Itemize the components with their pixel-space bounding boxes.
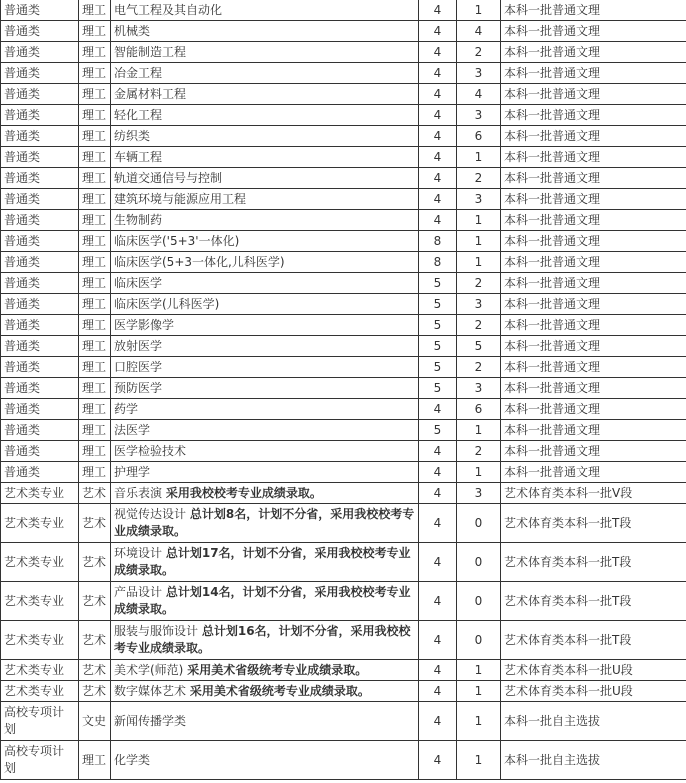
cell-admission-batch: 本科一批普通文理 [501,357,686,378]
cell-admission-batch: 本科一批普通文理 [501,462,686,483]
cell-subject-category: 理工 [79,315,111,336]
cell-enrollment-type: 普通类 [1,168,79,189]
table-row [1,582,686,621]
cell-plan-count: 3 [457,378,501,399]
major-name: 冶金工程 [114,65,163,80]
major-name: 轻化工程 [114,107,163,122]
cell-plan-count: 1 [457,252,501,273]
cell-major [111,504,419,543]
cell-admission-batch: 本科一批普通文理 [501,126,686,147]
cell-admission-batch: 本科一批普通文理 [501,0,686,21]
cell-enrollment-type: 普通类 [1,63,79,84]
cell-plan-count: 1 [457,147,501,168]
cell-plan-count: 4 [457,84,501,105]
cell-major [111,42,419,63]
table-row [1,441,686,462]
cell-plan-count: 2 [457,42,501,63]
major-name: 化学类 [114,752,151,767]
admission-note: 采用我校校考专业成绩录取。 [165,485,322,500]
table-row [1,357,686,378]
cell-enrollment-type: 普通类 [1,357,79,378]
cell-study-years: 4 [419,399,457,420]
major-name: 生物制药 [114,212,163,227]
cell-plan-count: 3 [457,63,501,84]
cell-enrollment-type: 普通类 [1,399,79,420]
table-row [1,294,686,315]
cell-subject-category: 理工 [79,21,111,42]
table-row [1,147,686,168]
admission-note: 总计划8名，计划不分省，采用我校校考专业成绩录取。 [114,507,415,538]
cell-plan-count: 2 [457,273,501,294]
cell-admission-batch: 艺术体育类本科一批U段 [501,660,686,681]
cell-admission-batch: 本科一批普通文理 [501,147,686,168]
cell-subject-category: 理工 [79,231,111,252]
cell-enrollment-type: 普通类 [1,189,79,210]
cell-study-years: 4 [419,741,457,780]
cell-study-years: 5 [419,294,457,315]
cell-plan-count: 2 [457,315,501,336]
cell-admission-batch: 本科一批普通文理 [501,399,686,420]
table-row [1,315,686,336]
cell-subject-category: 理工 [79,273,111,294]
cell-enrollment-type: 普通类 [1,147,79,168]
cell-subject-category: 文史 [79,702,111,741]
cell-plan-count: 1 [457,462,501,483]
cell-plan-count: 2 [457,168,501,189]
cell-major [111,315,419,336]
major-name: 临床医学 [114,275,163,290]
cell-major [111,336,419,357]
cell-subject-category: 理工 [79,462,111,483]
major-name: 放射医学 [114,338,163,353]
cell-plan-count: 1 [457,660,501,681]
cell-subject-category: 理工 [79,126,111,147]
table-row [1,420,686,441]
cell-plan-count: 2 [457,357,501,378]
cell-major [111,147,419,168]
cell-study-years: 4 [419,42,457,63]
cell-study-years: 4 [419,189,457,210]
cell-subject-category: 艺术 [79,543,111,582]
cell-subject-category: 理工 [79,294,111,315]
cell-study-years: 4 [419,168,457,189]
cell-admission-batch: 本科一批普通文理 [501,168,686,189]
cell-plan-count: 1 [457,741,501,780]
cell-admission-batch: 艺术体育类本科一批U段 [501,681,686,702]
cell-admission-batch: 本科一批普通文理 [501,315,686,336]
cell-plan-count: 0 [457,582,501,621]
cell-enrollment-type: 普通类 [1,210,79,231]
cell-major [111,210,419,231]
cell-study-years: 4 [419,210,457,231]
cell-plan-count: 4 [457,21,501,42]
cell-plan-count: 1 [457,0,501,21]
cell-major [111,702,419,741]
cell-major [111,84,419,105]
table-row [1,231,686,252]
table-body [1,0,686,780]
major-name: 医学影像学 [114,317,175,332]
cell-enrollment-type: 艺术类专业 [1,660,79,681]
table-row [1,504,686,543]
cell-major [111,441,419,462]
cell-enrollment-type: 普通类 [1,273,79,294]
cell-study-years: 4 [419,483,457,504]
cell-major [111,543,419,582]
major-name: 药学 [114,401,139,416]
table-row [1,660,686,681]
cell-study-years: 4 [419,543,457,582]
cell-admission-batch: 本科一批自主选拔 [501,741,686,780]
admission-note: 总计划14名，计划不分省，采用我校校考专业成绩录取。 [114,585,411,616]
major-name: 建筑环境与能源应用工程 [114,191,247,206]
cell-enrollment-type: 普通类 [1,0,79,21]
cell-enrollment-type: 艺术类专业 [1,504,79,543]
major-name: 音乐表演 [114,485,163,500]
cell-enrollment-type: 普通类 [1,462,79,483]
cell-major [111,357,419,378]
cell-study-years: 4 [419,147,457,168]
major-name: 美术学(师范) [114,662,184,677]
table-row [1,84,686,105]
major-name: 智能制造工程 [114,44,187,59]
cell-subject-category: 艺术 [79,681,111,702]
table-row [1,681,686,702]
cell-study-years: 5 [419,273,457,294]
table-row [1,168,686,189]
cell-subject-category: 理工 [79,63,111,84]
cell-subject-category: 艺术 [79,621,111,660]
table-row [1,0,686,21]
table-row [1,210,686,231]
cell-admission-batch: 本科一批普通文理 [501,84,686,105]
cell-admission-batch: 本科一批普通文理 [501,294,686,315]
cell-admission-batch: 本科一批普通文理 [501,42,686,63]
cell-study-years: 5 [419,378,457,399]
cell-study-years: 4 [419,105,457,126]
cell-plan-count: 3 [457,483,501,504]
cell-study-years: 4 [419,504,457,543]
cell-study-years: 4 [419,582,457,621]
cell-subject-category: 理工 [79,357,111,378]
major-name: 医学检验技术 [114,443,187,458]
cell-plan-count: 1 [457,681,501,702]
table-row [1,483,686,504]
major-name: 纺织类 [114,128,151,143]
cell-enrollment-type: 艺术类专业 [1,681,79,702]
cell-major [111,399,419,420]
cell-study-years: 4 [419,462,457,483]
major-name: 机械类 [114,23,151,38]
cell-admission-batch: 艺术体育类本科一批T段 [501,543,686,582]
cell-enrollment-type: 普通类 [1,252,79,273]
cell-subject-category: 理工 [79,741,111,780]
table-row [1,273,686,294]
major-name: 环境设计 [114,546,163,560]
table-row [1,399,686,420]
major-name: 临床医学('5+3'一体化) [114,233,240,248]
cell-admission-batch: 本科一批普通文理 [501,105,686,126]
table-row [1,189,686,210]
cell-subject-category: 理工 [79,399,111,420]
cell-major [111,681,419,702]
cell-major [111,582,419,621]
major-name: 视觉传达设计 [114,507,187,521]
cell-study-years: 8 [419,231,457,252]
major-name: 电气工程及其自动化 [114,2,223,17]
major-name: 金属材料工程 [114,86,187,101]
cell-admission-batch: 本科一批普通文理 [501,378,686,399]
cell-admission-batch: 艺术体育类本科一批T段 [501,582,686,621]
cell-major [111,63,419,84]
table-row [1,63,686,84]
cell-major [111,231,419,252]
cell-enrollment-type: 普通类 [1,441,79,462]
cell-subject-category: 理工 [79,378,111,399]
cell-subject-category: 理工 [79,168,111,189]
table-row [1,378,686,399]
major-name: 护理学 [114,464,151,479]
cell-major [111,189,419,210]
table-row [1,126,686,147]
cell-major [111,21,419,42]
cell-study-years: 5 [419,357,457,378]
cell-subject-category: 理工 [79,252,111,273]
cell-admission-batch: 艺术体育类本科一批T段 [501,621,686,660]
major-name: 数字媒体艺术 [114,683,187,698]
cell-study-years: 5 [419,315,457,336]
cell-subject-category: 理工 [79,189,111,210]
table-row [1,702,686,741]
cell-study-years: 4 [419,660,457,681]
cell-admission-batch: 本科一批普通文理 [501,231,686,252]
cell-major [111,483,419,504]
cell-enrollment-type: 普通类 [1,336,79,357]
cell-subject-category: 理工 [79,420,111,441]
cell-enrollment-type: 普通类 [1,231,79,252]
cell-study-years: 4 [419,0,457,21]
cell-study-years: 8 [419,252,457,273]
major-name: 临床医学(儿科医学) [114,296,220,311]
cell-plan-count: 3 [457,294,501,315]
cell-subject-category: 理工 [79,210,111,231]
table-row [1,105,686,126]
table-row [1,543,686,582]
major-name: 口腔医学 [114,359,163,374]
major-name: 临床医学(5+3一体化,儿科医学) [114,254,285,269]
major-name: 轨道交通信号与控制 [114,170,223,185]
table-row [1,21,686,42]
cell-major [111,168,419,189]
cell-study-years: 4 [419,63,457,84]
cell-study-years: 4 [419,702,457,741]
cell-study-years: 4 [419,21,457,42]
cell-admission-batch: 本科一批普通文理 [501,210,686,231]
cell-enrollment-type: 普通类 [1,378,79,399]
cell-subject-category: 理工 [79,441,111,462]
table-row [1,42,686,63]
cell-subject-category: 艺术 [79,582,111,621]
cell-admission-batch: 艺术体育类本科一批T段 [501,504,686,543]
cell-major [111,378,419,399]
admission-note: 总计划16名，计划不分省，采用我校校考专业成绩录取。 [114,624,411,655]
cell-admission-batch: 本科一批普通文理 [501,441,686,462]
cell-enrollment-type: 高校专项计划 [1,741,79,780]
cell-admission-batch: 本科一批普通文理 [501,252,686,273]
cell-study-years: 5 [419,420,457,441]
table-row [1,462,686,483]
cell-subject-category: 理工 [79,0,111,21]
cell-subject-category: 艺术 [79,504,111,543]
cell-subject-category: 理工 [79,147,111,168]
cell-admission-batch: 本科一批普通文理 [501,273,686,294]
cell-plan-count: 5 [457,336,501,357]
cell-plan-count: 6 [457,399,501,420]
cell-subject-category: 艺术 [79,660,111,681]
cell-plan-count: 3 [457,189,501,210]
table-row [1,621,686,660]
cell-major [111,126,419,147]
cell-major [111,420,419,441]
cell-study-years: 4 [419,681,457,702]
cell-study-years: 4 [419,441,457,462]
cell-plan-count: 1 [457,420,501,441]
cell-major [111,621,419,660]
cell-plan-count: 3 [457,105,501,126]
major-name: 车辆工程 [114,149,163,164]
major-name: 服装与服饰设计 [114,624,199,638]
cell-admission-batch: 艺术体育类本科一批V段 [501,483,686,504]
cell-study-years: 4 [419,126,457,147]
cell-major [111,252,419,273]
cell-enrollment-type: 普通类 [1,42,79,63]
cell-study-years: 5 [419,336,457,357]
cell-enrollment-type: 艺术类专业 [1,543,79,582]
cell-major [111,462,419,483]
cell-major [111,0,419,21]
cell-plan-count: 0 [457,504,501,543]
cell-major [111,105,419,126]
major-name: 新闻传播学类 [114,713,187,728]
cell-plan-count: 2 [457,441,501,462]
cell-subject-category: 理工 [79,84,111,105]
cell-admission-batch: 本科一批自主选拔 [501,702,686,741]
table-row [1,252,686,273]
major-name: 产品设计 [114,585,163,599]
cell-enrollment-type: 普通类 [1,105,79,126]
cell-admission-batch: 本科一批普通文理 [501,21,686,42]
cell-enrollment-type: 高校专项计划 [1,702,79,741]
cell-plan-count: 6 [457,126,501,147]
table-row [1,741,686,780]
cell-subject-category: 理工 [79,42,111,63]
cell-plan-count: 0 [457,621,501,660]
cell-enrollment-type: 普通类 [1,294,79,315]
cell-major [111,294,419,315]
cell-plan-count: 1 [457,210,501,231]
cell-enrollment-type: 艺术类专业 [1,483,79,504]
cell-enrollment-type: 艺术类专业 [1,621,79,660]
cell-plan-count: 1 [457,231,501,252]
cell-study-years: 4 [419,621,457,660]
cell-major [111,660,419,681]
cell-enrollment-type: 普通类 [1,126,79,147]
cell-admission-batch: 本科一批普通文理 [501,336,686,357]
admission-note: 总计划17名，计划不分省，采用我校校考专业成绩录取。 [114,546,411,577]
cell-enrollment-type: 普通类 [1,21,79,42]
cell-admission-batch: 本科一批普通文理 [501,63,686,84]
cell-enrollment-type: 普通类 [1,84,79,105]
table-row [1,336,686,357]
cell-admission-batch: 本科一批普通文理 [501,420,686,441]
cell-major [111,741,419,780]
cell-study-years: 4 [419,84,457,105]
major-name: 法医学 [114,422,151,437]
cell-enrollment-type: 普通类 [1,420,79,441]
cell-enrollment-type: 普通类 [1,315,79,336]
major-name: 预防医学 [114,380,163,395]
cell-major [111,273,419,294]
cell-subject-category: 理工 [79,336,111,357]
admission-note: 采用美术省级统考专业成绩录取。 [187,662,368,677]
admission-note: 采用美术省级统考专业成绩录取。 [189,683,370,698]
cell-subject-category: 理工 [79,105,111,126]
cell-subject-category: 艺术 [79,483,111,504]
cell-enrollment-type: 艺术类专业 [1,582,79,621]
cell-admission-batch: 本科一批普通文理 [501,189,686,210]
cell-plan-count: 0 [457,543,501,582]
cell-plan-count: 1 [457,702,501,741]
